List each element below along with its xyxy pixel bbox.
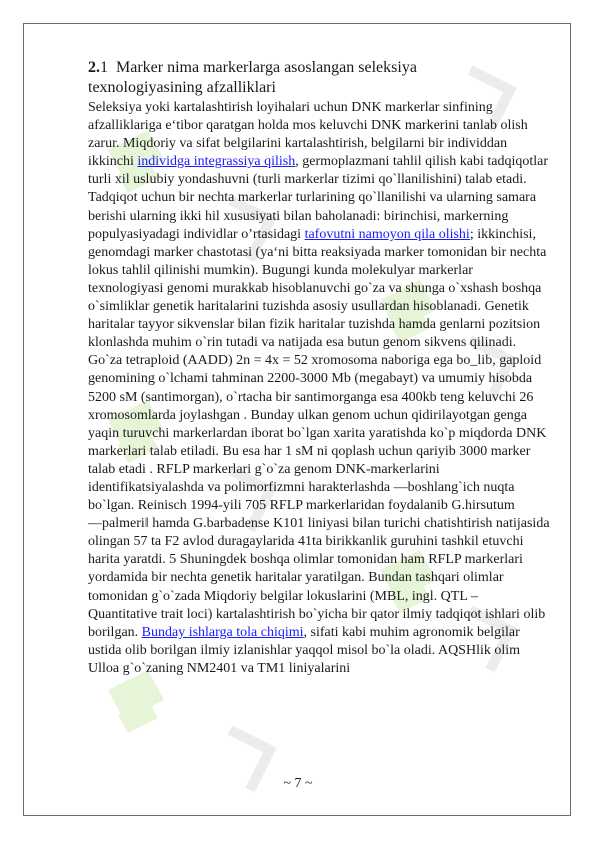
section-title-line1: Marker nima markerlarga asoslangan seleksiya bbox=[116, 59, 417, 76]
link-tafovutni-namoyon[interactable]: tafovutni namoyon qila olishi bbox=[304, 226, 470, 242]
section-title-line2: texnologiyasining afzalliklari bbox=[88, 79, 276, 96]
section-number: 2. bbox=[88, 59, 100, 76]
section-subnumber: 1 bbox=[100, 59, 108, 76]
paragraph-text-3: ; ikkinchisi, genomdagi marker chastotasi (ya‘ni bitta reaksiyada marker tomonidan bir nechta lokus tahlil qilinishi mumkin). Bugungi kunda molekulyar markerlar texnologiyasi genomi murakkab hisoblanuvchi go`za va shunga o`xshash boshqa o`simliklar genetik haritalarini tuzishda asosiy usullardan hisoblanadi. Genetik haritalar tayyor sikvenslar bilan fizik haritalar tuzishda hamda genlarni pozitsion klonlashda muhim o`rin tutadi va natijada esa butun genom sikvens qilinadi. Go`za tetraploid (AADD) 2n = 4x = 52 xromosoma naboriga ega bo_lib, gaploid genomining o`lchami tahminan 2200-3000 Mb (megabayt) va umumiy hisobda 5200 sM (santimorgan), o`rtacha bir santimorganga esa 400kb teng keluvchi 26 xromosomlarda joylashgan . Bunday ulkan genom uchun qidirilayotgan genga yaqin turuvchi markerlardan iborat bo`lgan xarita yaratishda ko`p miqdorda DNK markerlari talab etiladi. Bu esa har 1 sM ni qoplash uchun qariyib 3000 marker talab etadi . RFLP markerlari g`o`za genom DNK-markerlarini identifikatsiyalashda va polimorfizmni harakterlashda ―boshlang`ich nuqta bo`lgan. Reinisch 1994-yili 705 RFLP markerlaridan foydalanib G.hirsutum ―palmeri‖ hamda G.barbadense K101 liniyasi bilan turichi chatishtirish natijasida olingan 57 ta F2 avlod duragaylarida 41ta birikkanlik guruhini tashkil etuvchi harita yaratdi. 5 Shuningdek boshqa olimlar tomonidan ham RFLP markerlari yordamida bir nechta genetik haritalar yaratilgan. Bundan tashqari olimlar tomonidan g`o`zada Miqdoriy belgilar lokuslarini (MBL, ingl. QTL – Quantitative trait loci) kartalashtirish bo`yicha bir qator ilmiy tadqiqot ishlari olib borilgan. bbox=[88, 226, 550, 640]
paragraph-text-4: , sifati kabi muhim agronomik belgilar ustida olib borilgan ilmiy izlanishlar yaqqol misol bo`la oladi. AQSHlik olim Ulloa g`o`zaning NM2401 va TM1 liniyalarini bbox=[88, 624, 521, 676]
link-bunday-ishlarga[interactable]: Bunday ishlarga tola chiqimi bbox=[141, 624, 304, 640]
section-heading bbox=[88, 58, 550, 98]
document-body bbox=[88, 58, 550, 678]
paragraph-text-2: , germoplazmani tahlil qilish kabi tadqiqotlar turli xil uslubiy yondashuvni (turli markerlar tizimi qo`llanilishini) talab etadi. Tadqiqot uchun bir nechta markerlar turlarining qo`llanilishi va ularning samara berishi ularning ikki hil xususiyati bilan baholanadi: birinchisi, markerning populyasiyadagi individlar o’rtasidagi bbox=[88, 154, 548, 242]
link-individga-integrassiya[interactable]: individga integrassiya qilish bbox=[137, 154, 296, 170]
paragraph-text-1: Seleksiya yoki kartalashtirish loyihalari uchun DNK markerlar sinfining afzalliklariga e‘tibor qaratgan holda mos keluvchi DNK markerini tanlab olish zarur. Miqdoriy va sifat belgilarini kartalashtirish, belgilarni bir individdan ikkinchi bbox=[88, 100, 528, 170]
body-paragraph bbox=[88, 99, 550, 678]
page-number: ~ 7 ~ bbox=[283, 776, 313, 791]
